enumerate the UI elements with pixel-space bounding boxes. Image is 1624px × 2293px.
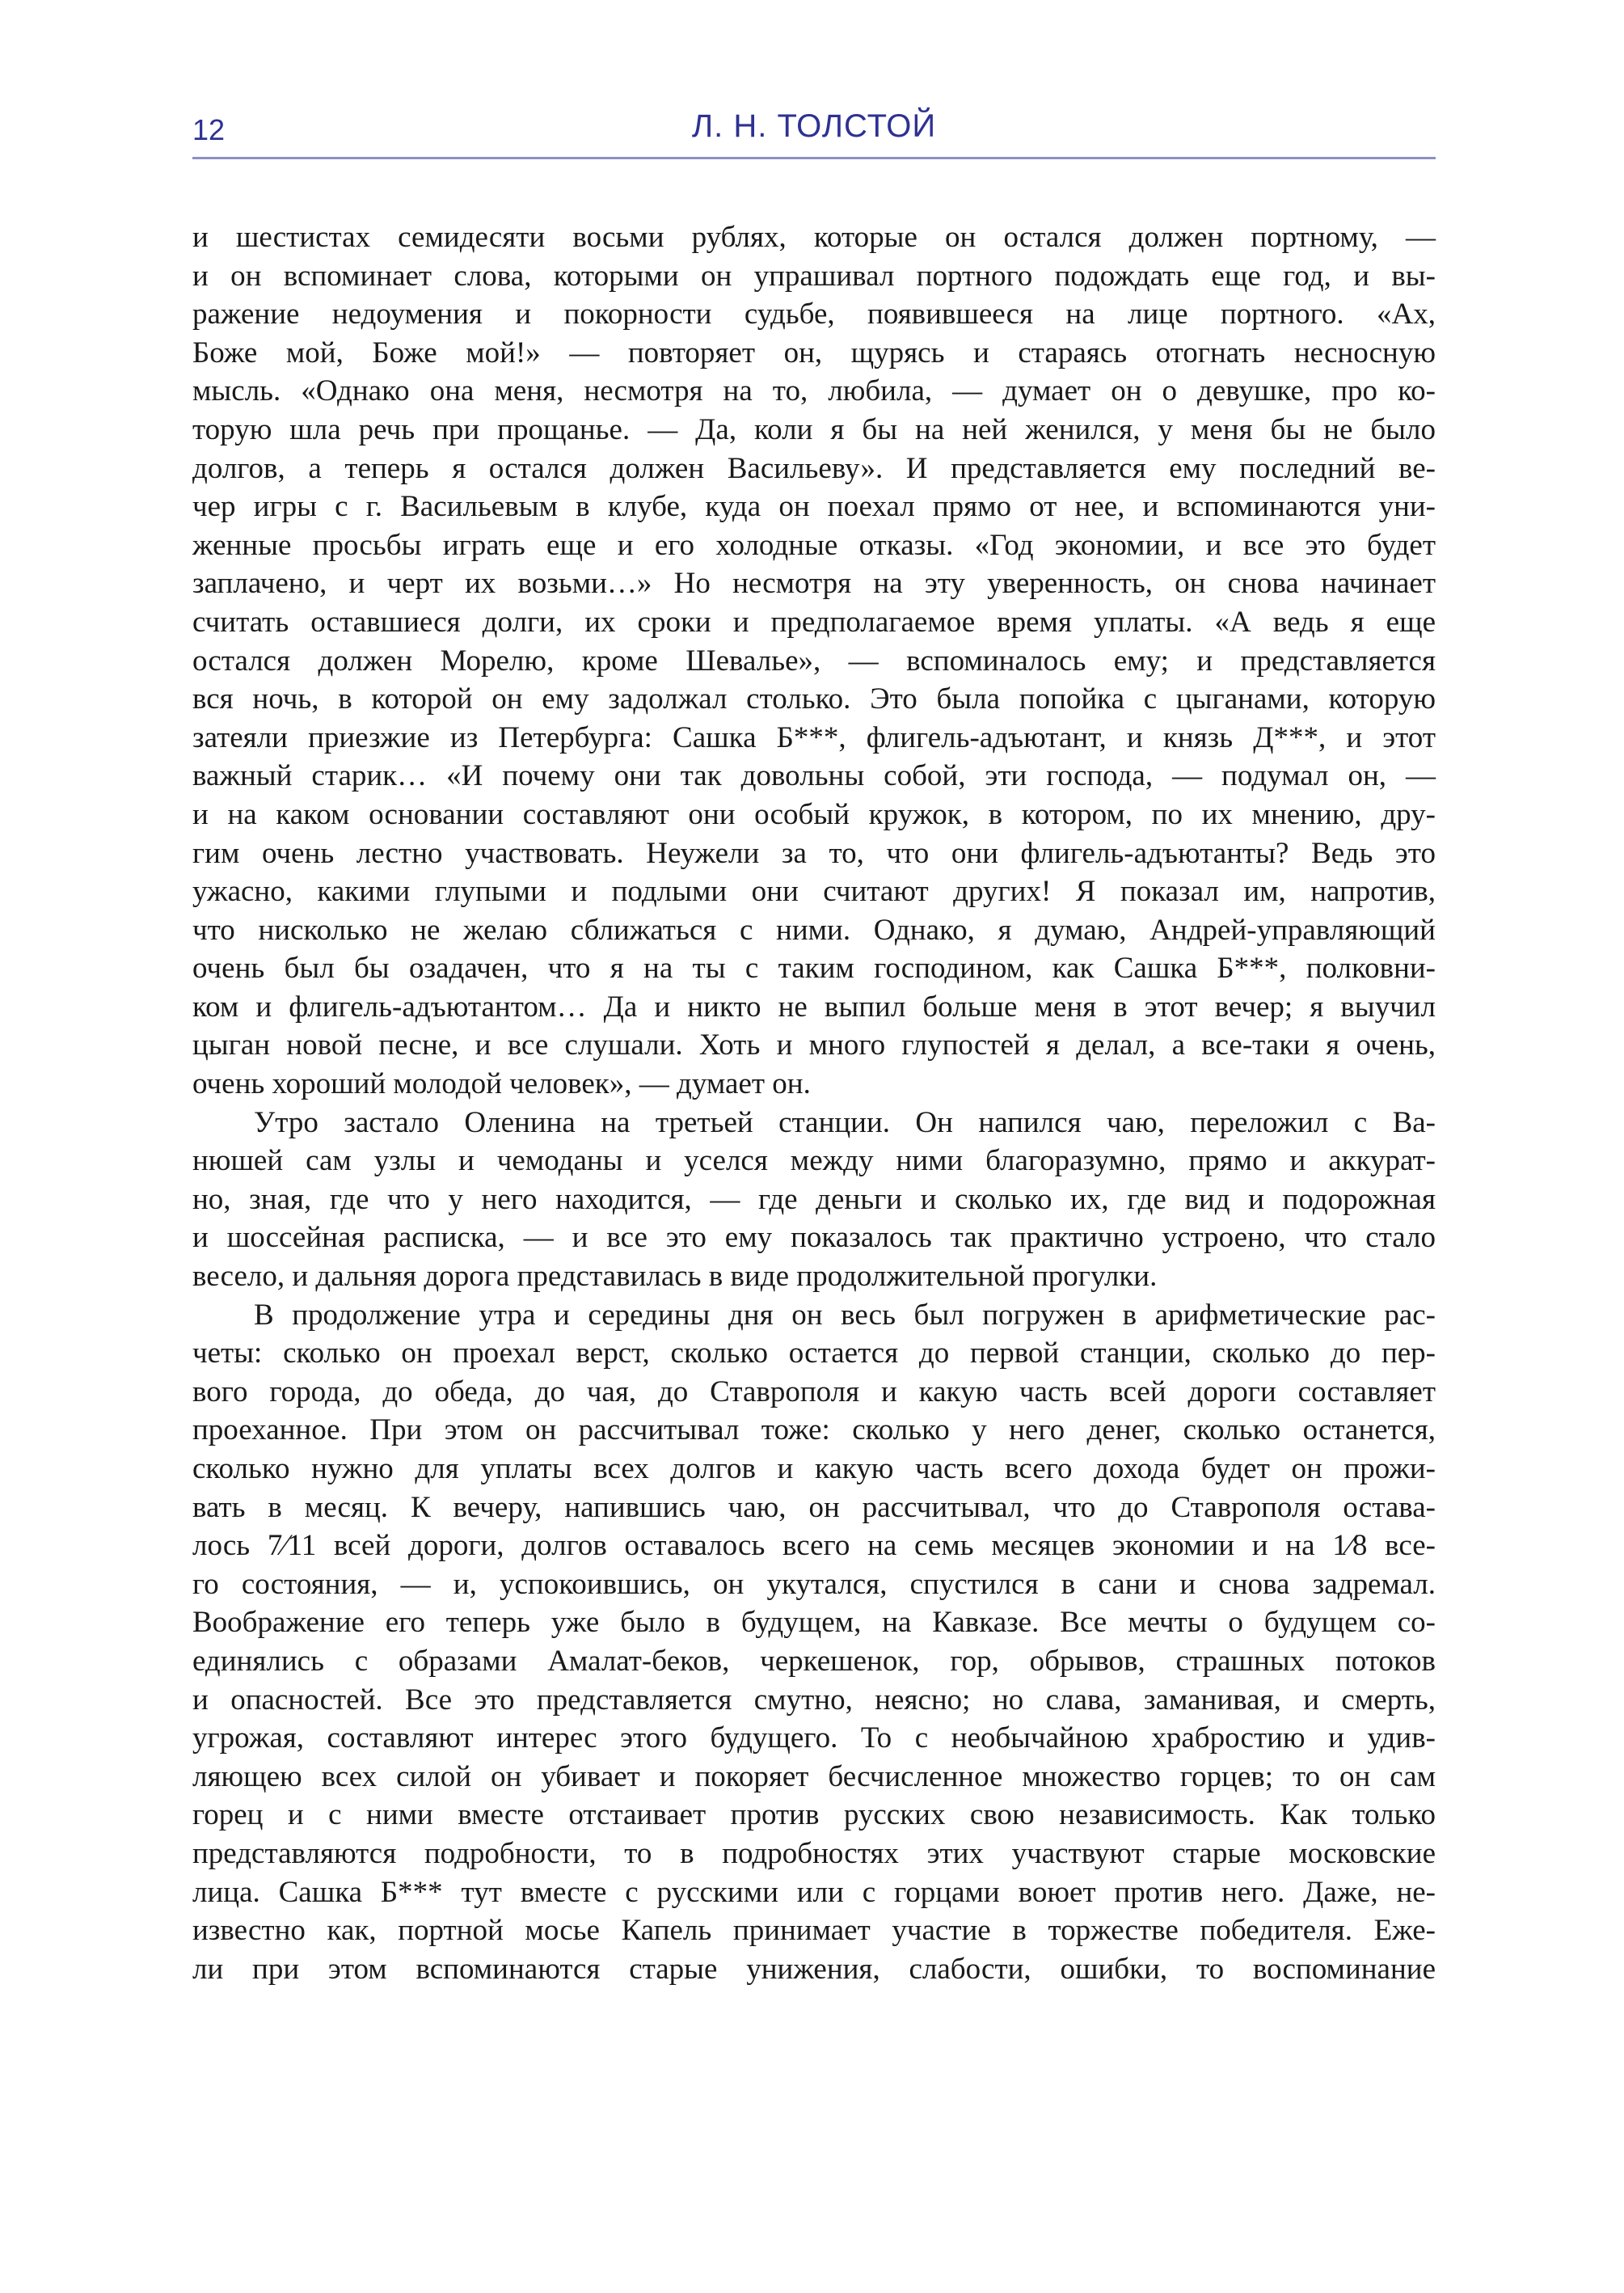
text-line: угрожая, составляют интерес этого будущего. То с необычайною храбростию и удив-	[192, 1721, 1436, 1755]
text-line: Боже мой, Боже мой!» — повторяет он, щурясь и стараясь отогнать несносную	[192, 336, 1436, 369]
text-line: весело, и дальняя дорога представилась в виде продолжительной прогулки.	[192, 1260, 1158, 1294]
text-line: женные просьбы играть еще и его холодные отказы. «Год экономии, и все это будет	[192, 528, 1436, 562]
page-number: 12	[192, 113, 226, 146]
text-line: заплачено, и черт их возьми…» Но несмотря на эту уверенность, он снова начинает	[192, 567, 1436, 601]
text-line: сколько нужно для уплаты всех долгов и какую часть всего дохода будет он прожи-	[192, 1452, 1436, 1485]
text-line: цыган новой песне, и все слушали. Хоть и много глупостей я делал, а все-таки я очень,	[192, 1028, 1436, 1062]
text-line: единялись с образами Амалат-беков, черкешенок, гор, обрывов, страшных потоков	[192, 1644, 1436, 1678]
text-line: вся ночь, в которой он ему задолжал столько. Это была попойка с цыганами, которую	[192, 682, 1436, 716]
text-line: известно как, портной мосье Капель принимает участие в торжестве победителя. Еже-	[192, 1914, 1436, 1948]
text-line: и шестистах семидесяти восьми рублях, которые он остался должен портному, —	[192, 221, 1436, 254]
text-line: вать в месяц. К вечеру, напившись чаю, он рассчитывал, что до Ставрополя остава-	[192, 1490, 1436, 1524]
text-line: но, зная, где что у него находится, — где деньги и сколько их, где вид и подорожная	[192, 1182, 1436, 1216]
text-line: мысль. «Однако она меня, несмотря на то, любила, — думает он о девушке, про ко-	[192, 374, 1436, 408]
body-text	[192, 218, 1436, 1988]
text-line: вого города, до обеда, до чая, до Ставрополя и какую часть всей дороги составляет	[192, 1375, 1436, 1408]
text-line: ужасно, какими глупыми и подлыми они считают других! Я показал им, напротив,	[192, 875, 1436, 909]
text-line: чер игры с г. Васильевым в клубе, куда он поехал прямо от нее, и вспоминаются уни-	[192, 490, 1436, 524]
text-line: ком и флигель-адъютантом… Да и никто не выпил больше меня в этот вечер; я выучил	[192, 990, 1436, 1024]
text-line: горец и с ними вместе отстаивает против русских свою независимость. Как только	[192, 1798, 1436, 1832]
text-line: торую шла речь при прощанье. — Да, коли я бы на ней женился, у меня бы не было	[192, 412, 1436, 446]
text-line: ляющею всех силой он убивает и покоряет бесчисленное множество горцев; то он сам	[192, 1759, 1436, 1793]
text-line: лица. Сашка Б*** тут вместе с русскими или с горцами воюет против него. Даже, не-	[192, 1875, 1436, 1909]
paragraph	[192, 1296, 1436, 1989]
text-line: ли при этом вспоминаются старые унижения, слабости, ошибки, то воспоминание	[192, 1952, 1436, 1986]
text-line: лось 7⁄11 всей дороги, долгов оставалось всего на семь месяцев экономии и на 1⁄8 все-	[192, 1529, 1436, 1563]
text-line: нюшей сам узлы и чемоданы и уселся между ними благоразумно, прямо и аккурат-	[192, 1144, 1436, 1178]
paragraph	[192, 1104, 1436, 1296]
text-line: В продолжение утра и середины дня он весь был погружен в арифметические рас-	[254, 1298, 1436, 1332]
running-head: Л. Н. ТОЛСТОЙ	[691, 108, 937, 144]
text-line: Воображение его теперь уже было в будущем, на Кавказе. Все мечты о будущем со-	[192, 1606, 1436, 1640]
text-line: затеяли приезжие из Петербурга: Сашка Б***, флигель-адъютант, и князь Д***, и этот	[192, 720, 1436, 754]
text-line: очень был бы озадачен, что я на ты с таким господином, как Сашка Б***, полковни-	[192, 952, 1436, 986]
text-line: гим очень лестно участвовать. Неужели за то, что они флигель-адъютанты? Ведь это	[192, 836, 1436, 870]
text-line: считать оставшиеся долги, их сроки и предполагаемое время уплаты. «А ведь я еще	[192, 605, 1436, 639]
text-line: ражение недоумения и покорности судьбе, появившееся на лице портного. «Ах,	[192, 298, 1436, 331]
text-line: и опасностей. Все это представляется смутно, неясно; но слава, заманивая, и смерть,	[192, 1683, 1436, 1717]
text-line: важный старик… «И почему они так довольны собой, эти господа, — подумал он, —	[192, 759, 1436, 793]
text-line: остался должен Морелю, кроме Шевалье», — вспоминалось ему; и представляется	[192, 644, 1436, 678]
text-line: и он вспоминает слова, которыми он упрашивал портного подождать еще год, и вы-	[192, 259, 1436, 293]
text-line: и на каком основании составляют они особый кружок, в котором, по их мнению, дру-	[192, 797, 1436, 831]
text-line: проеханное. При этом он рассчитывал тоже: сколько у него денег, сколько останется,	[192, 1413, 1436, 1447]
text-line: представляются подробности, то в подробностях этих участвуют старые московские	[192, 1836, 1436, 1870]
page-header	[192, 107, 1436, 159]
text-line: долгов, а теперь я остался должен Васильеву». И представляется ему последний ве-	[192, 451, 1436, 485]
text-line: очень хороший молодой человек», — думает он.	[192, 1067, 811, 1101]
text-line: го состояния, — и, успокоившись, он укутался, спустился в сани и снова задремал.	[192, 1567, 1436, 1601]
text-line: Утро застало Оленина на третьей станции. Он напился чаю, переложил с Ва-	[254, 1105, 1436, 1139]
text-line: четы: сколько он проехал верст, сколько остается до первой станции, сколько до пер-	[192, 1337, 1436, 1370]
text-line: что нисколько не желаю сближаться с ними. Однако, я думаю, Андрей-управляющий	[192, 913, 1436, 947]
paragraph	[192, 218, 1436, 1104]
text-line: и шоссейная расписка, — и все это ему показалось так практично устроено, что стало	[192, 1221, 1436, 1255]
